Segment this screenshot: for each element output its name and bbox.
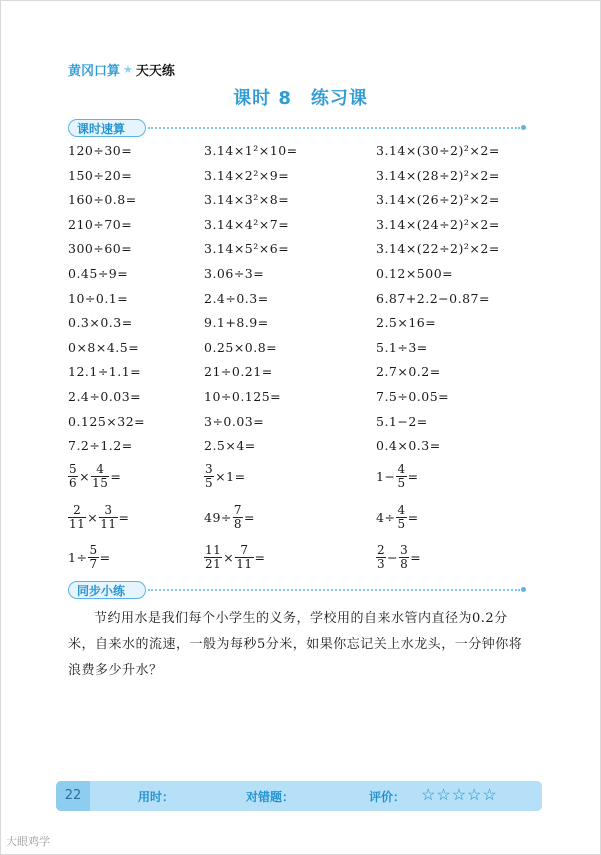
denominator: 11	[236, 557, 253, 571]
exercise-item: 5.1÷3=	[376, 339, 428, 355]
word-problem: 节约用水是我们每个小学生的义务，学校用的自来水管内直径为0.2分米，自来水的流速，一般为每秒5分米，如果你忘记关上水龙头，一分钟你将浪费多少升水？	[68, 611, 523, 678]
denominator: 15	[92, 476, 109, 490]
operator: =	[407, 510, 419, 525]
exercise-item: 0.3×0.3=	[68, 315, 133, 331]
operator: =	[244, 510, 256, 525]
section-tab-practice: 同步小练	[68, 581, 146, 599]
numerator: 2	[68, 504, 86, 518]
exercise-item: 3.06÷3=	[204, 266, 265, 281]
exercise-item: 0.45÷9=	[68, 266, 129, 281]
denominator: 21	[205, 557, 222, 571]
fraction-exercise	[204, 463, 246, 490]
exercise-item: 2.4÷0.3=	[204, 290, 269, 306]
rating-stars-icon[interactable]: ☆☆☆☆☆	[421, 785, 498, 804]
numerator: 3	[400, 543, 409, 557]
exercise-item: 3.14×(24÷2)²×2=	[376, 216, 500, 232]
exercise-item: 3.14×5²×6=	[204, 241, 290, 257]
rating-label: 评价：	[369, 790, 406, 804]
exercise-item: 6.87+2.2−0.87=	[376, 290, 490, 306]
exercise-item: 0.12×500=	[376, 266, 454, 281]
numerator: 4	[397, 503, 406, 517]
fraction	[396, 504, 406, 531]
exercise-item: 10÷0.125=	[204, 389, 282, 404]
fraction	[233, 504, 243, 531]
fraction	[204, 544, 222, 571]
star-icon: ★	[123, 63, 133, 76]
numerator: 7	[235, 544, 253, 558]
numerator: 7	[233, 503, 243, 517]
exercise-item: 3.14×(26÷2)²×2=	[376, 192, 500, 208]
exercise-item: 3.14×1²×10=	[204, 143, 298, 158]
exercise-item: 10÷0.1=	[68, 290, 129, 306]
time-label: 用时：	[138, 790, 175, 804]
operator: ×1=	[215, 469, 246, 484]
operator: 1−	[376, 469, 396, 484]
denominator: 11	[69, 517, 86, 531]
operator: −	[387, 550, 399, 565]
numerator: 3	[205, 462, 214, 476]
fraction-exercise	[376, 463, 419, 490]
fraction	[396, 463, 406, 490]
exercise-item: 2.5×4=	[204, 438, 256, 454]
exercise-item: 2.7×0.2=	[376, 364, 441, 380]
exercise-item: 0.4×0.3=	[376, 438, 441, 454]
exercise-item: 120÷30=	[68, 143, 133, 158]
exercise-item: 12.1÷1.1=	[68, 364, 142, 380]
numerator: 11	[205, 543, 222, 557]
exercise-item: 3.14×4²×7=	[204, 216, 290, 232]
series-name: 黄冈口算	[68, 64, 121, 79]
exercise-item: 3.14×(30÷2)²×2=	[376, 143, 500, 158]
fraction	[88, 544, 98, 571]
fraction-exercise	[68, 463, 121, 490]
section-divider	[148, 589, 520, 591]
fraction	[91, 463, 109, 490]
denominator: 5	[205, 476, 214, 490]
exercise-item: 3.14×2²×9=	[204, 167, 290, 183]
exercise-item: 5.1−2=	[376, 413, 428, 429]
fraction-exercise	[204, 504, 255, 531]
operator: =	[110, 469, 122, 484]
operator: =	[118, 510, 130, 525]
divider-end-dot	[521, 587, 526, 592]
operator: ×	[79, 469, 91, 484]
denominator: 8	[400, 557, 409, 571]
operator: ×	[223, 550, 235, 565]
exercise-item: 3.14×(28÷2)²×2=	[376, 167, 500, 183]
operator: 4÷	[376, 510, 396, 525]
operator: =	[99, 550, 111, 565]
fraction	[376, 544, 386, 571]
exercise-item: 7.2÷1.2=	[68, 438, 133, 454]
denominator: 7	[89, 557, 98, 571]
operator: 49÷	[204, 510, 232, 525]
exercise-item: 3.14×(22÷2)²×2=	[376, 241, 500, 257]
fraction-exercise	[68, 544, 111, 571]
watermark: 大眼鸡学	[6, 835, 50, 848]
section-tab-quick-calc: 课时速算	[68, 119, 146, 137]
lesson-title: 课时 8 练习课	[233, 88, 368, 109]
fraction	[68, 463, 78, 490]
denominator: 8	[233, 517, 243, 531]
numerator: 4	[91, 463, 109, 477]
exercise-item: 9.1+8.9=	[204, 315, 269, 331]
exercise-item: 2.5×16=	[376, 315, 437, 331]
section-divider	[148, 127, 520, 129]
exercise-item: 150÷20=	[68, 167, 133, 183]
denominator: 6	[69, 476, 78, 490]
exercise-item: 300÷60=	[68, 241, 133, 257]
exercise-item: 21÷0.21=	[204, 364, 273, 380]
series-title	[68, 60, 175, 79]
series-subtitle: 天天练	[135, 64, 175, 79]
numerator: 3	[99, 504, 117, 518]
numerator: 5	[89, 543, 98, 557]
operator: =	[254, 550, 266, 565]
numerator: 2	[377, 543, 386, 557]
exercise-item: 160÷0.8=	[68, 192, 137, 208]
exercise-item: 2.4÷0.03=	[68, 389, 142, 404]
exercise-item: 3.14×3²×8=	[204, 192, 290, 208]
numerator: 4	[397, 462, 406, 476]
correct-label: 对错题：	[246, 790, 295, 804]
exercise-item: 210÷70=	[68, 216, 133, 232]
fraction	[68, 504, 86, 531]
denominator: 5	[397, 517, 406, 531]
fraction-exercise	[376, 544, 421, 571]
fraction-exercise	[68, 504, 130, 531]
operator: =	[410, 550, 422, 565]
page-number: 22	[56, 781, 90, 811]
fraction	[99, 504, 117, 531]
denominator: 11	[100, 517, 117, 531]
denominator: 5	[397, 476, 406, 490]
operator: 1÷	[68, 550, 88, 565]
fraction	[235, 544, 253, 571]
operator: ×	[87, 510, 99, 525]
fraction	[399, 544, 409, 571]
numerator: 5	[69, 462, 78, 476]
exercise-item: 3÷0.03=	[204, 413, 265, 429]
exercise-item: 0×8×4.5=	[68, 339, 140, 355]
denominator: 3	[377, 557, 386, 571]
fraction-exercise	[204, 544, 266, 571]
operator: =	[407, 469, 419, 484]
fraction	[204, 463, 214, 490]
exercise-item: 7.5÷0.05=	[376, 389, 450, 404]
divider-end-dot	[521, 125, 526, 130]
exercise-item: 0.25×0.8=	[204, 339, 278, 355]
exercise-item: 0.125×32=	[68, 413, 146, 429]
fraction-exercise	[376, 504, 419, 531]
